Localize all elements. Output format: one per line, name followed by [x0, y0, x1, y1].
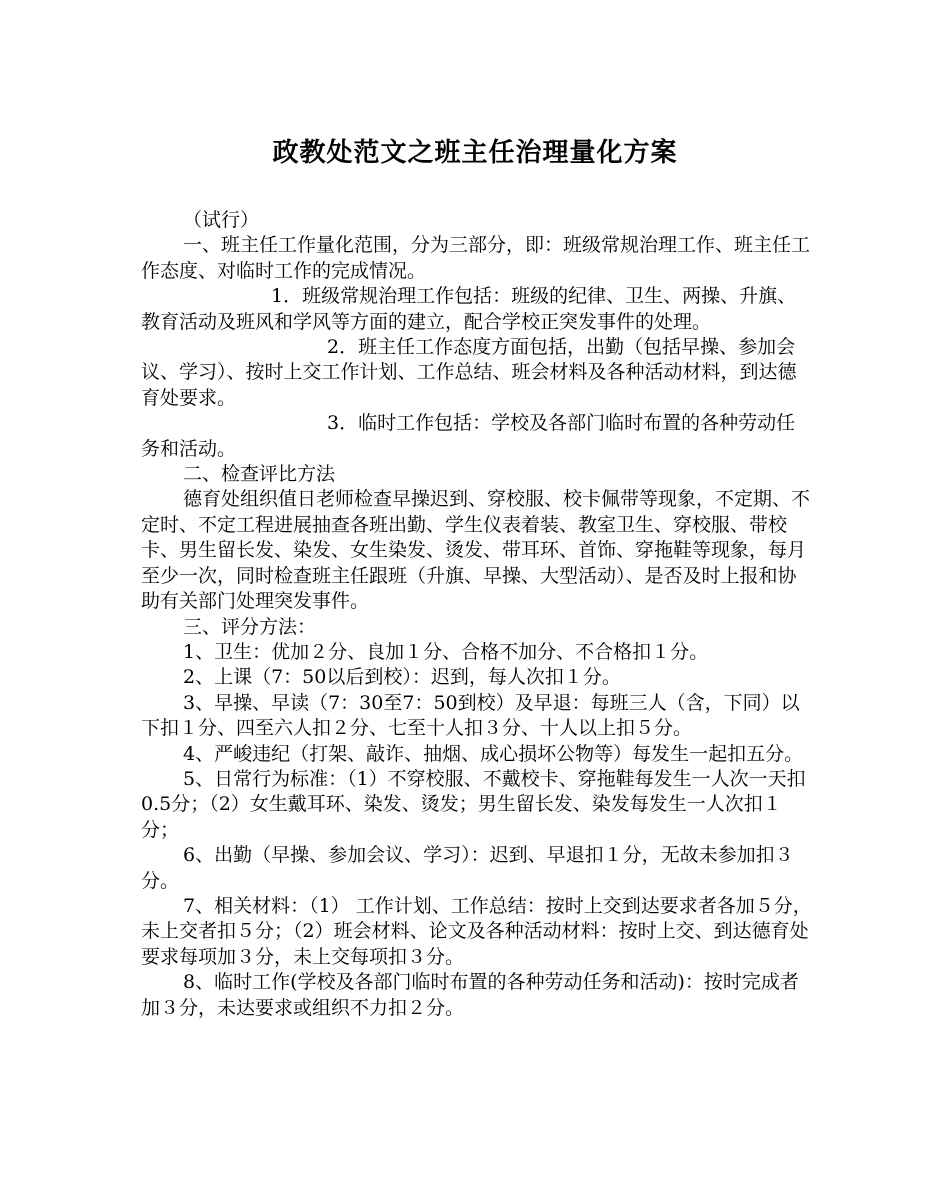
paragraph-rule-8: 8、临时工作(学校及各部门临时布置的各种劳动任务和活动)：按时完成者加３分，未达要求或组织不力扣２分。 [141, 971, 799, 1019]
document-title: 政教处范文之班主任治理量化方案 [272, 138, 678, 168]
paragraph-rule-4: 4、严峻违纪（打架、敲诈、抽烟、成心损坏公物等）每发生一起扣五分。 [183, 742, 804, 765]
paragraph-section-3: 三、评分方法： [183, 615, 317, 638]
paragraph-inspection: 德育处组织值日老师检查早操迟到、穿校服、校卡佩带等现象，不定期、不定时、不定工程进展抽查各班出勤、学生仪表着装、教室卫生、穿校服、带校卡、男生留长发、染发、女生染发、烫发、带耳环、首饰、穿拖鞋等现象，每月至少一次，同时检查班主任跟班（升旗、早操、大型活动）、是否及时上报和协助有关部门处理突发事件。 [141, 488, 811, 613]
paragraph-item-1-2: 2．班主任工作态度方面包括，出勤（包括早操、参加会议、学习）、按时上交工作计划、工作总结、班会材料及各种活动材料，到达德育处要求。 [141, 336, 797, 409]
paragraph-section-2: 二、检查评比方法 [183, 463, 336, 486]
paragraph-rule-6: 6、出勤（早操、参加会议、学习）：迟到、早退扣１分，无故未参加扣３分。 [141, 844, 794, 892]
paragraph-section-1: 一、班主任工作量化范围，分为三部分，即：班级常规治理工作、班主任工作态度、对临时工作的完成情况。 [141, 234, 811, 282]
paragraph-rule-1: 1、卫生：优加２分、良加１分、合格不加分、不合格扣１分。 [183, 640, 709, 663]
paragraph-rule-3: 3、早操、早读（7：30至7：50到校）及早退：每班三人（含，下同）以下扣１分、四至六人扣２分、七至十人扣３分、十人以上扣５分。 [141, 691, 800, 740]
paragraph-rule-2: 2、上课（7：50以后到校）：迟到，每人次扣１分。 [183, 666, 621, 689]
paragraph-rule-5: 5、日常行为标准：（1）不穿校服、不戴校卡、穿拖鞋每发生一人次一天扣0.5分；（2）女生戴耳环、染发、烫发；男生留长发、染发每发生一人次扣１分； [141, 767, 806, 841]
paragraph-item-1-1: 1．班级常规治理工作包括：班级的纪律、卫生、两操、升旗、教育活动及班风和学风等方面的建立，配合学校正突发事件的处理。 [141, 285, 797, 333]
document-body [141, 208, 813, 1021]
paragraph-trial-note: （试行） [183, 209, 260, 231]
paragraph-rule-7: 7、相关材料：（1） 工作计划、工作总结：按时上交到达要求者各加５分，未上交者扣５分；（2）班会材料、论文及各种活动材料：按时上交、到达德育处要求每项加３分，未上交每项扣３分。 [141, 894, 812, 968]
paragraph-item-1-3: 3．临时工作包括：学校及各部门临时布置的各种劳动任务和活动。 [141, 412, 796, 460]
